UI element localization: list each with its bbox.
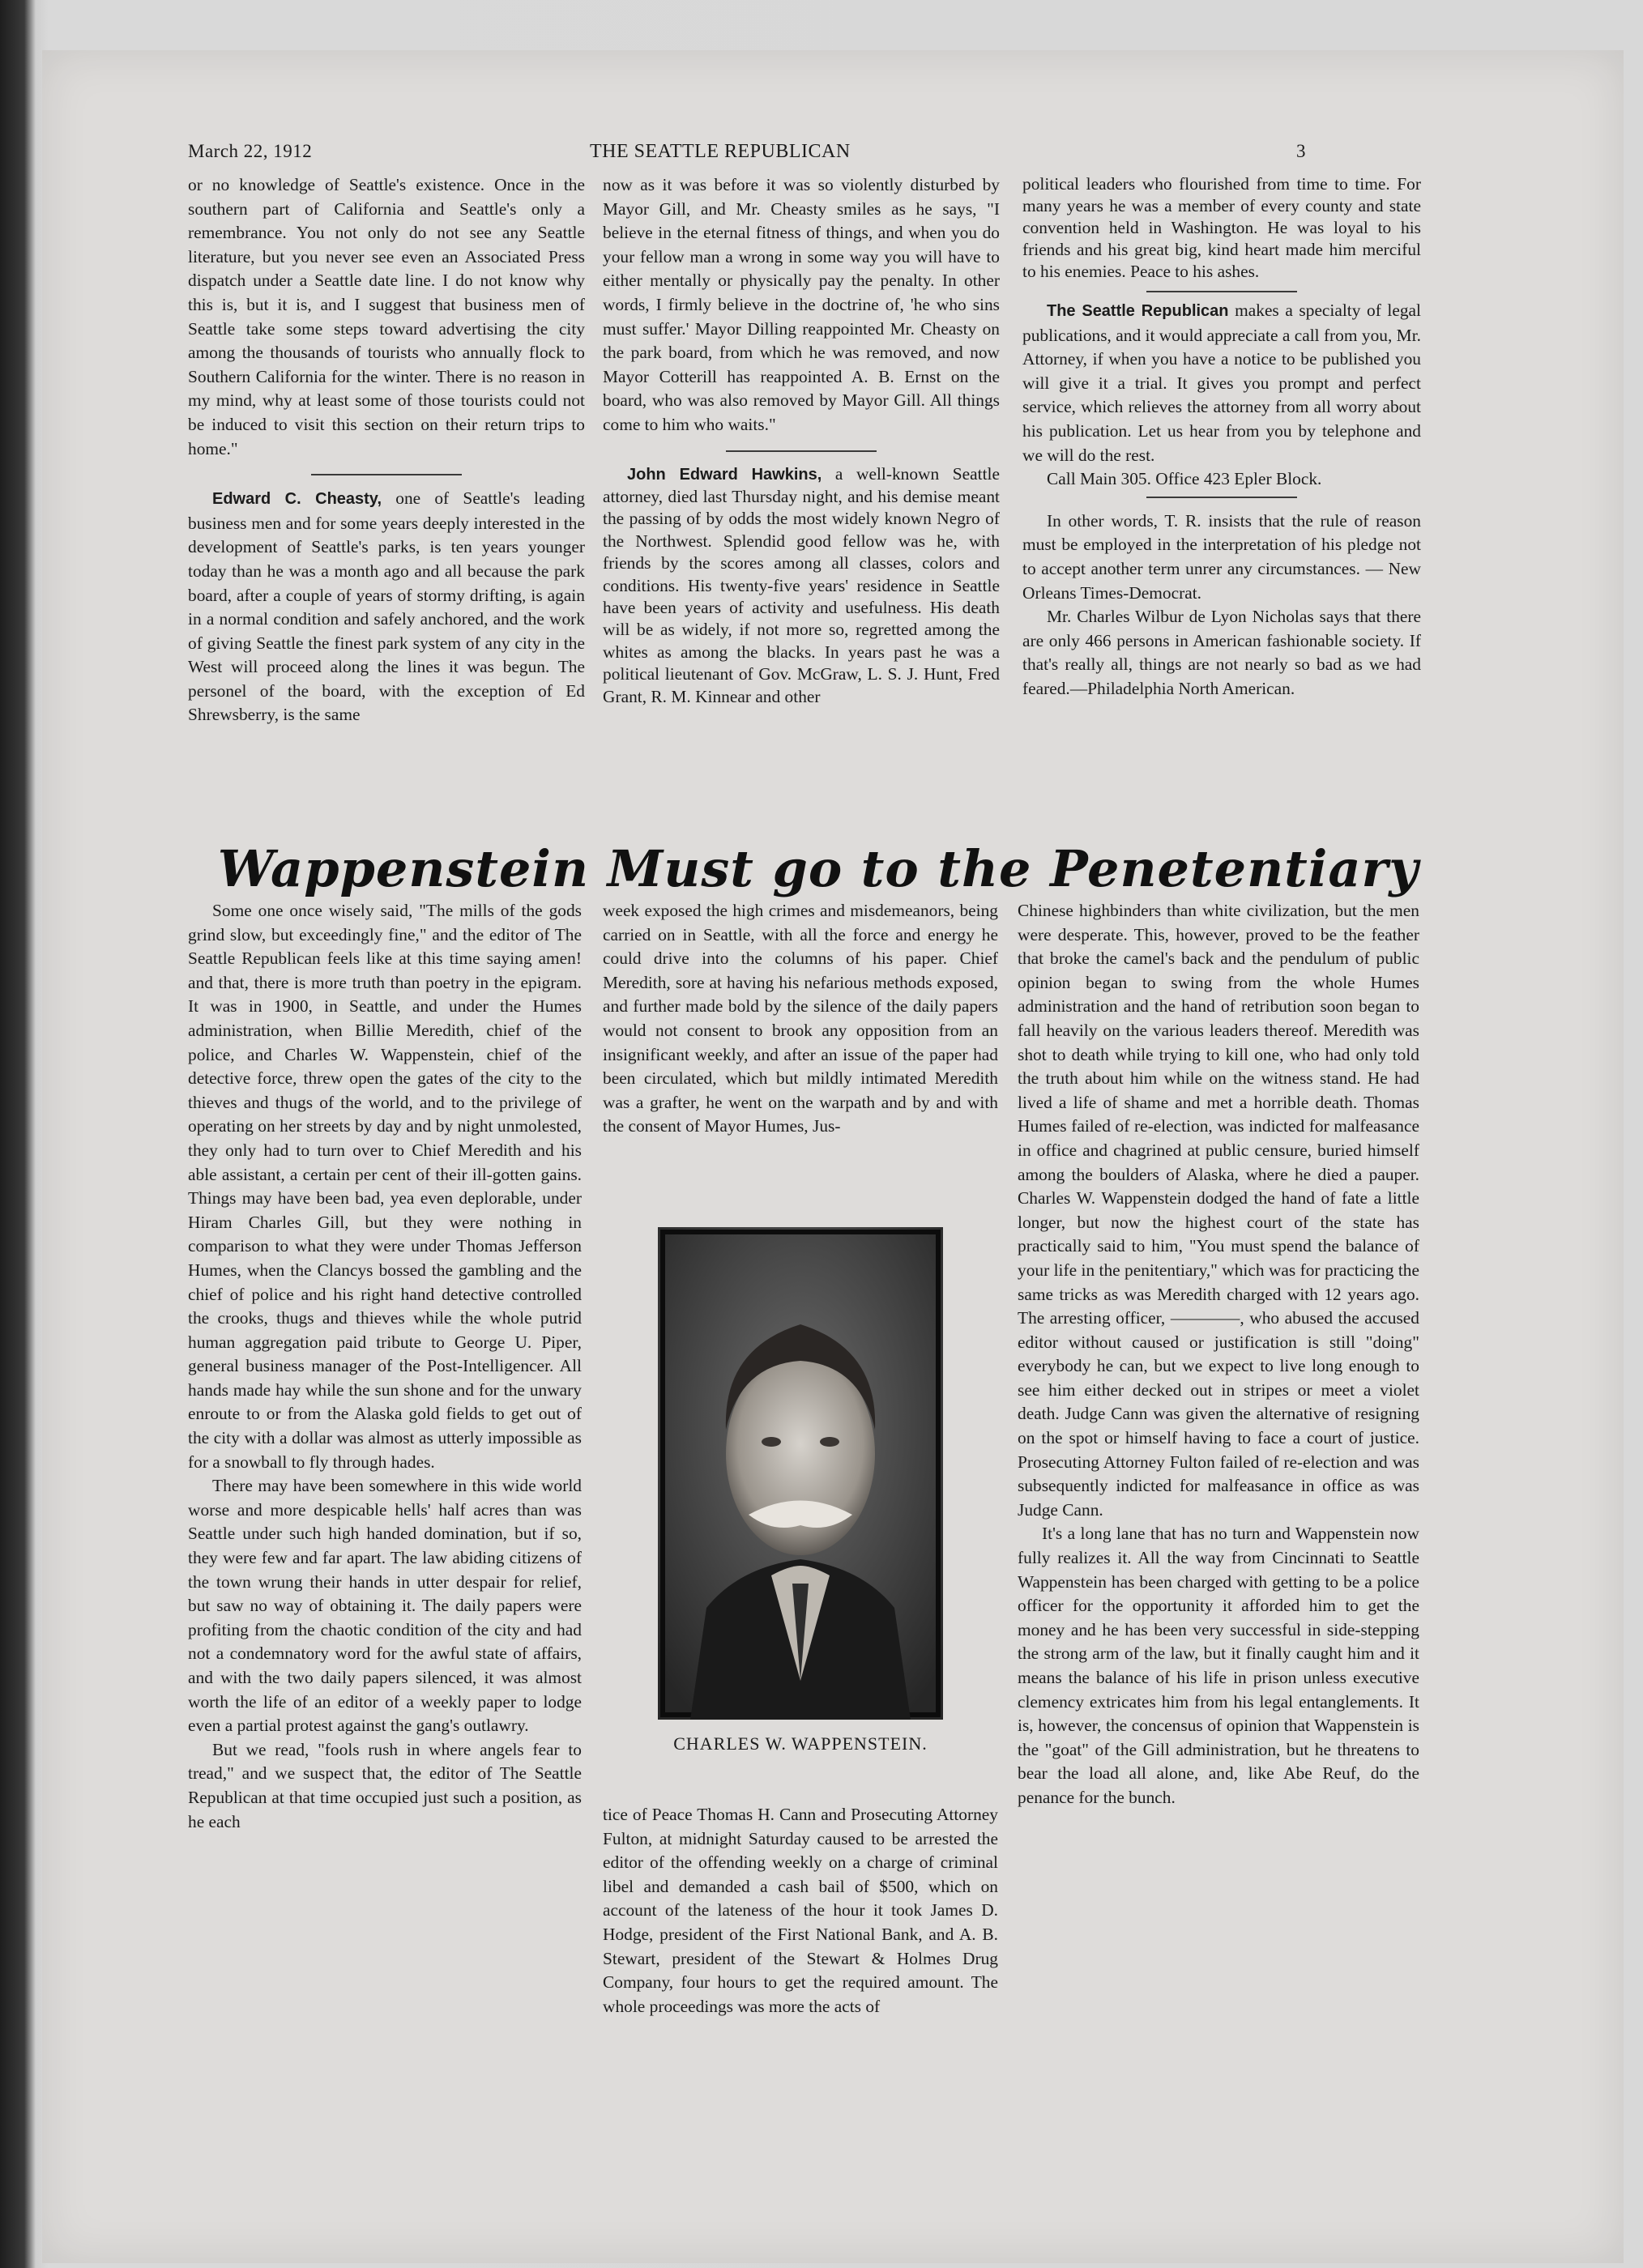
story-paragraph-6: Chinese highbinders than white civilization, but the men were desperate. This, however, proved to be the feather that broke the camel's back and the pendulum of public opinion began to swing from the whole Humes administration and the hand of retribution soon began to fall heavily on the various leaders thereof. Meredith was shot to death while trying to kill one, who had only told the truth about him while on the witness stand. He had lived a life of shame and met a horrible death. Thomas Humes failed of re-election, was indicted for malfeasance in office and chagrined at public censure, buried himself among the boulders of Alaska, where he died a pauper. Charles W. Wappenstein dodged the hand of fate a little longer, but now the highest court of the state has practically said to him, "You must spend the balance of your life in the penitentiary," which was for practicing the same tricks as was Meredith charged with 12 years ago. The arresting officer, ————, who abused the accused editor without caused or justification is still "doing" everybody he can, but we expect to live long enough to see him either decked out in stripes or meet a violet death. Judge Cann was given the alternative of resigning on the spot or himself having to face a court of justice. Prosecuting Attorney Fulton failed of re-election and was subsequently indicted for malfeasance in office as was Judge Cann. xyxy=(1018,901,1419,1520)
hawkins-continued-paragraph: political leaders who flourished from time to time. For many years he was a member of every county and state convention held in Washington. He was loyal to his friends and his great big, kind heart made him merciful to his enemies. Peace to his ashes. xyxy=(1022,174,1421,281)
story-paragraph-1: Some one once wisely said, "The mills of the gods grind slow, but exceedingly fine," and the editor of The Seattle Republican feels like at this time saying amen! and that, there is more truth than poetry in the epigram. It was in 1900, in Seattle, and under the Humes administration, when Billie Meredith, chief of the police, and Charles W. Wappenstein, chief of the detective force, threw open the gates of the city to the thieves and thugs of the world, and to the privilege of operating on her streets by day and by night unmolested, they only had to turn over to Chief Meredith and his able assistant, a certain per cent of their ill-gotten gains. Things may have been bad, yea even deplorable, under Hiram Charles Gill, but they were nothing in comparison to what they were under Thomas Jefferson Humes, when the Clancys bossed the gambling and the chief of police and his right hand detective controlled the crooks, thugs and thieves while the whole putrid human aggregation paid tribute to George U. Piper, general business manager of the Post-Intelligencer. All hands made hay while the sun shone and for the unwary enroute to or from the Alaska gold fields to get out of the city with a dollar was almost as utterly impossible as for a snowball to fly through hades. xyxy=(188,901,582,1472)
story-paragraph-5: tice of Peace Thomas H. Cann and Prosecuting Attorney Fulton, at midnight Saturday caused to be arrested the editor of the offending weekly on a charge of criminal libel and demanded a cash bail of $500, which on account of the lateness of the hour it took James D. Hodge, president of the First National Bank, and A. B. Stewart, president of the Stewart & Holmes Drug Company, four hours to get the required amount. The whole proceedings was more the acts of xyxy=(603,1805,998,2016)
story-paragraph-7: It's a long lane that has no turn and Wappenstein now fully realizes it. All the way from Cincinnati to Seattle Wappenstein has been charged with getting to be a police officer for the opportunity it afforded him to get the money and he has been very successful in side-stepping the strong arm of the law, but it finally caught him and it means the balance of his life in prison unless executive clemency extricates him from his legal entanglements. It is, however, the concensus of opinion that Wappenstein is the "goat" of the Gill administration, but he threatens to bear the load all alone, and, like Abe Reuf, do the penance for the bunch. xyxy=(1018,1524,1419,1807)
cheasty-continued-paragraph: now as it was before it was so violently disturbed by Mayor Gill, and Mr. Cheasty smiles as he says, "I believe in the eternal fitness of things, and when you do your fellow man a wrong in some way you will have to either mentally or physically pay the penalty. In other words, I firmly believe in the doctrine of, 'he who sins must suffer.' Mayor Dilling reappointed Mr. Cheasty on the park board, from which he was removed, and now Mayor Cotterill has reappointed A. B. Ernst on the board, who was also removed by Mayor Gill. All things come to him who waits." xyxy=(603,175,1000,434)
hawkins-lead: John Edward Hawkins, xyxy=(627,465,822,484)
story-headline: Wappenstein Must go to the Penetentiary xyxy=(217,839,1419,898)
top-column-2 xyxy=(603,173,1000,708)
story-column-3 xyxy=(1018,899,1419,1810)
story-column-1 xyxy=(188,899,582,1834)
legal-publications-paragraph: The Seattle Republican makes a specialty of legal publications, and it would appreciate a call from you, Mr. Attorney, if when you have a notice to be published you will give it a trial. It gives you prompt and perfect service, which relieves the attorney from all worry about his publication. Let us hear from you by telephone and we will do the rest. xyxy=(1022,301,1421,465)
top-column-3 xyxy=(1022,173,1421,701)
column-divider xyxy=(1146,497,1297,498)
newspaper-title: THE SEATTLE REPUBLICAN xyxy=(590,141,851,162)
seattle-advertising-paragraph: or no knowledge of Seattle's existence. Once in the southern part of California and Seattle's only a remembrance. You not only do not see any Seattle literature, but you never see even an Associated Press dispatch under a Seattle date line. I do not know why this is, but it is, and I suggest that business men of Seattle take some steps toward advertising the city among the thousands of tourists who annually flock to Southern California for the winter. There is no reason in my mind, why at least some of those tourists could not be induced to visit this section on their return trips to home." xyxy=(188,175,585,458)
wappenstein-portrait xyxy=(658,1227,943,1720)
page-number: 3 xyxy=(1296,141,1306,161)
hawkins-paragraph: John Edward Hawkins, a well-known Seattle attorney, died last Thursday night, and his demise meant the passing of by odds the most widely known Negro of the Northwest. Splendid good fellow was he, with friends by the scores among all classes, colors and conditions. His twenty-five years' residence in Seattle have been years of activity and usefulness. His death will be as widely, if not more so, regretted among the whites as among the blacks. In years past he was a political lieutenant of Gov. McGraw, L. S. J. Hunt, Fred Grant, R. M. Kinnear and other xyxy=(603,463,1000,706)
cheasty-lead: Edward C. Cheasty, xyxy=(212,490,382,509)
tr-rule-of-reason-paragraph: In other words, T. R. insists that the rule of reason must be employed in the interpretation of his pledge not to accept another term unrer any circumstances. — New Orleans Times-Democrat. xyxy=(1022,510,1421,603)
story-paragraph-3: But we read, "fools rush in where angels fear to tread," and we suspect that, the editor of The Seattle Republican at that time occupied just such a position, as he each xyxy=(188,1739,582,1831)
portrait-caption: CHARLES W. WAPPENSTEIN. xyxy=(673,1733,928,1754)
portrait-image xyxy=(658,1227,943,1720)
story-column-2 xyxy=(603,899,998,1139)
republican-lead: The Seattle Republican xyxy=(1047,302,1229,320)
issue-date: March 22, 1912 xyxy=(188,141,313,161)
office-address: Call Main 305. Office 423 Epler Block. xyxy=(1047,469,1322,489)
story-paragraph-2: There may have been somewhere in this wide world worse and more despicable hells' half acres than was Seattle under such high handed domination, but if so, they were few and far apart. The law abiding citizens of the town wrung their hands in utter despair for relief, but saw no way of obtaining it. The daily papers were profiting from the chaotic condition of the city and had not a condemnatory word for the awful state of affairs, and with the two daily papers silenced, it was almost worth the life of an editor of a weekly paper to lodge even a partial protest against the gang's outlawry. xyxy=(188,1476,582,1736)
top-column-1 xyxy=(188,173,585,727)
fashionable-society-paragraph: Mr. Charles Wilbur de Lyon Nicholas says that there are only 466 persons in American fashionable society. If that's really all, things are not nearly so bad as we had feared.—Philadelphia North American. xyxy=(1022,607,1421,698)
story-paragraph-4: week exposed the high crimes and misdemeanors, being carried on in Seattle, with all the force and energy he could drive into the columns of his paper. Chief Meredith, sore at having his nefarious methods exposed, and further made bold by the silence of the daily papers would not consent to brook any opposition from an insignificant weekly, and after an issue of the paper had been circulated, which but mildly intimated Meredith was a grafter, he went on the warpath and by and with the consent of Mayor Humes, Jus- xyxy=(603,901,998,1136)
story-column-2-continued xyxy=(603,1803,998,2019)
cheasty-paragraph: Edward C. Cheasty, one of Seattle's leading business men and for some years deeply interested in the development of Seattle's parks, is ten years younger today than he was a month ago and all because the park board, after a couple of years of stormy drifting, is again in a normal condition and safely anchored, and the work of giving Seattle the finest park system of any city in the West will proceed along the lines it was begun. The personel of the board, with the exception of Ed Shrewsberry, is the same xyxy=(188,488,585,725)
